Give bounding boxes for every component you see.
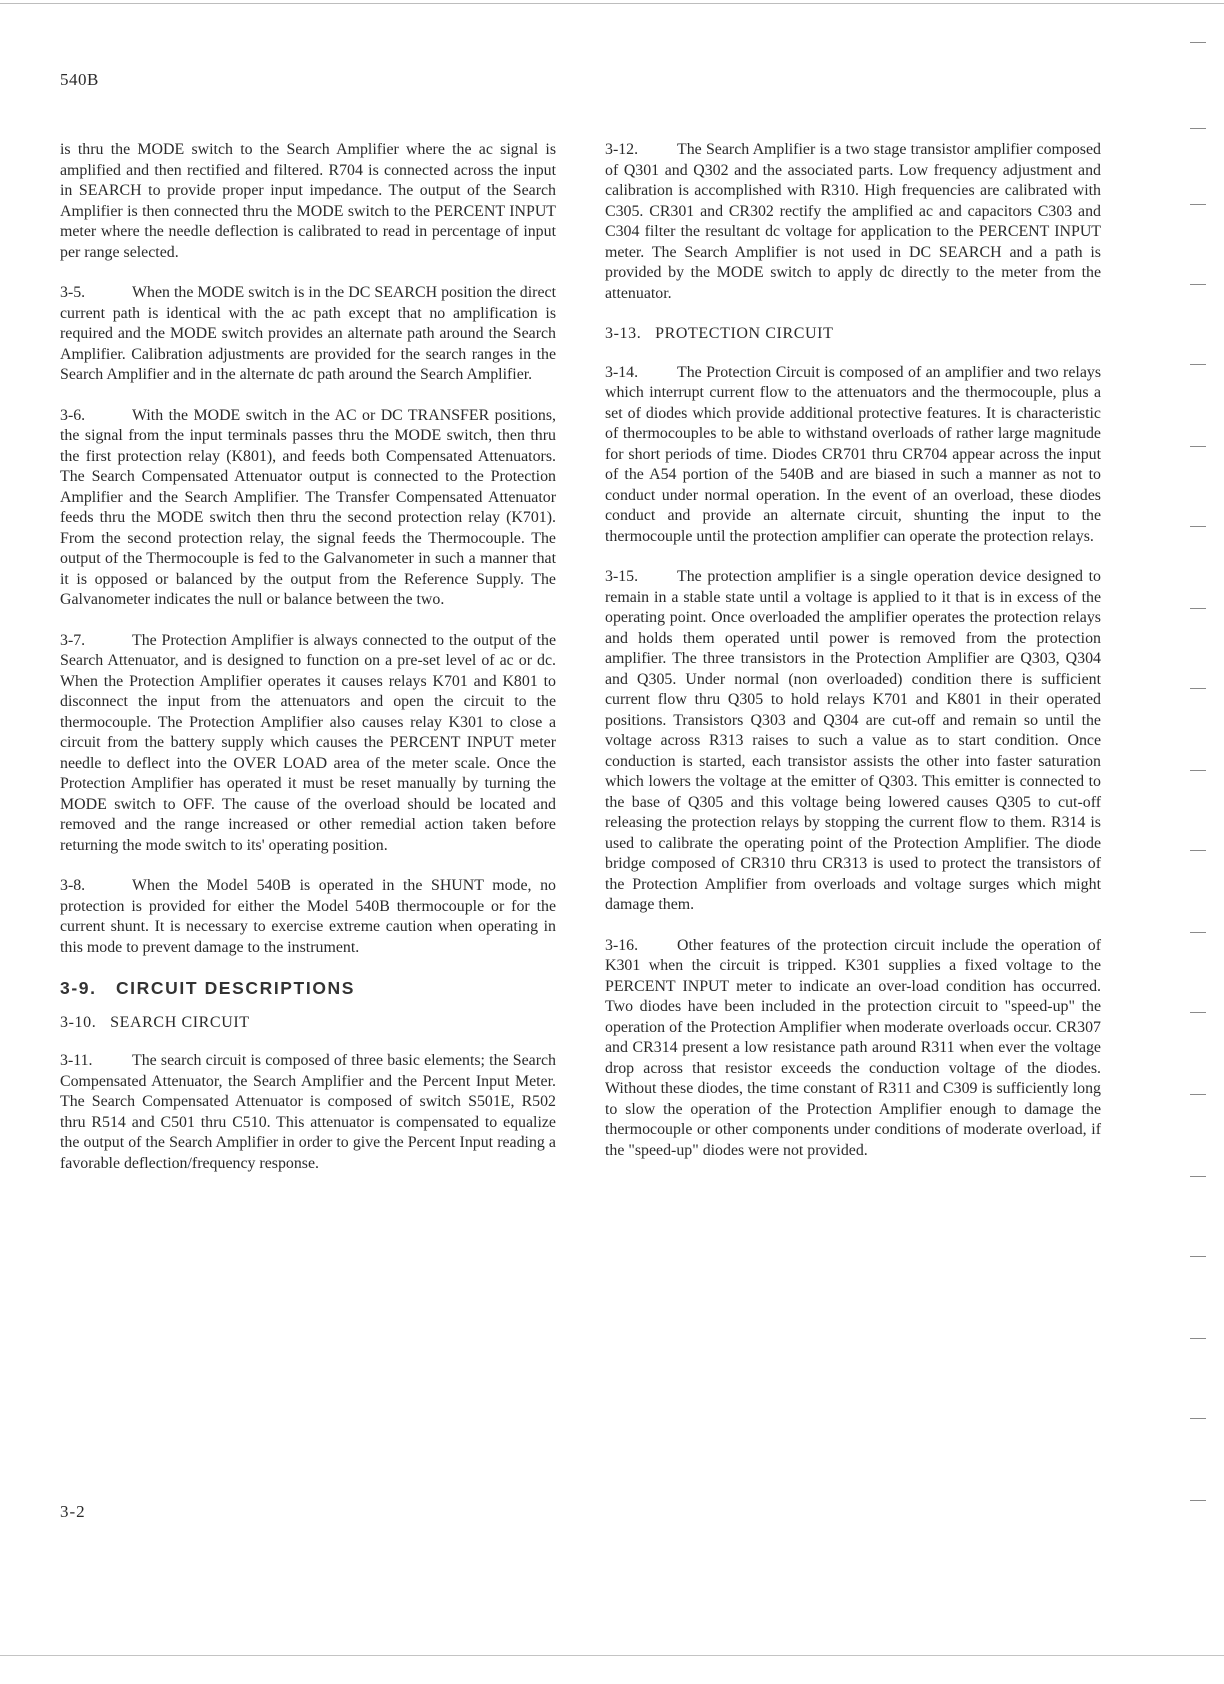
paragraph-number: 3-15. — [605, 568, 639, 585]
paragraph-number: 3-12. — [605, 141, 639, 158]
paragraph-3-8 — [60, 876, 556, 958]
section-heading-circuit-descriptions: 3-9. CIRCUIT DESCRIPTIONS — [60, 978, 356, 998]
margin-tick — [1190, 1256, 1206, 1257]
paragraph-text: The protection amplifier is a single operation device designed to remain in a stable state until a voltage is applied to it that is in excess of the operating point. Once overloaded the amplifier operates the protection relays and holds them operated until power is removed from the protection amplifier. The three transistors in the Protection Amplifier are Q303, Q304 and Q305. Under normal (non overloaded) condition there is sufficient current flow thru Q305 to hold relays K701 and K801 in their operated positions. Transistors Q303 and Q304 are cut-off and remain so until the voltage across R313 raises to such a value as to start condition. Once conduction is started, each transistor assists the other into faster saturation which lowers the voltage at the emitter of Q303. This emitter is connected to the base of Q305 and this voltage being lowered causes Q305 to cut-off releasing the protection relays by stopping the current flow to them. R314 is used to calibrate the operating point of the Protection Amplifier. The diode bridge composed of CR310 thru CR313 is used to protect the transistors of the Protection Amplifier from overloads and voltage surges which might damage them. — [605, 568, 1101, 913]
margin-tick — [1190, 1338, 1206, 1339]
page-number: 3-2 — [60, 1502, 86, 1521]
paragraph-number: 3-7. — [60, 631, 86, 649]
paragraph-text: The Protection Amplifier is always connected to the output of the Search Attenuator, and is designed to function on a pre-set level of ac or dc. When the Protection Amplifier operates it causes relays K701 and K801 to disconnect the input from the attenuators and open the circuit to the thermocouple. The Protection Amplifier also causes relay K301 to close a circuit from the battery supply which causes the PERCENT INPUT meter needle to deflect into the OVER LOAD area of the meter scale. Once the Protection Amplifier has operated it must be reset manually by turning the MODE switch to OFF. The cause of the overload should be located and removed and the range increased or other remedial action taken before returning the mode switch to its' operating position. — [60, 631, 556, 854]
subheading-protection-circuit: 3-13. PROTECTION CIRCUIT — [605, 325, 834, 342]
paragraph-text: Other features of the protection circuit include the operation of K301 when the circuit is tripped. K301 supplies a fixed voltage to the PERCENT INPUT meter to indicate an over-load condition has occurred. Two diodes have been included in the protection circuit to "speed-up" the operation of the Protection Amplifier when moderate overloads occur. CR307 and CR314 present a low resistance path around R311 when ever the voltage drop across that resistor exceeds the conduction voltage of the diodes. Without these diodes, the time constant of R311 and C309 is sufficiently long to slow the operation of the Protection Amplifier enough to damage the thermocouple or other components under conditions of moderate overload, if the "speed-up" diodes were not provided. — [605, 936, 1101, 1159]
paragraph-number: 3-6. — [60, 406, 86, 424]
margin-tick — [1190, 42, 1206, 43]
paragraph-number: 3-14. — [605, 363, 639, 381]
paragraph-3-14 — [605, 363, 1101, 548]
margin-tick — [1190, 446, 1206, 447]
paragraph-text: The search circuit is composed of three basic elements; the Search Compensated Attenuator, the Search Amplifier and the Percent Input Meter. The Search Compensated Attenuator is composed of switch S501E, R502 thru R514 and C501 thru C510. This attenuator is compensated to equalize the output of the Search Amplifier in order to give the Percent Input reading a favorable deflection/frequency response. — [60, 1052, 556, 1172]
margin-tick — [1190, 1012, 1206, 1013]
header-model-code: 540B — [60, 70, 99, 89]
bottom-edge-rule — [0, 1655, 1224, 1656]
paragraph-3-12 — [605, 140, 1101, 304]
paragraph-continued — [60, 140, 556, 263]
paragraph-3-15 — [605, 567, 1101, 916]
margin-tick — [1190, 364, 1206, 365]
paragraph-text: The Protection Circuit is composed of an amplifier and two relays which interrupt current flow to the attenuators and the thermocouple, plus a set of diodes which provide additional protective features. It is characteristic of thermocouples to be able to withstand overloads of rather large magnitude for short periods of time. Diodes CR701 thru CR704 appear across the input of the A54 portion of the 540B and are biased in such a manner as not to conduct under normal operation. In the event of an overload, these diodes conduct and provide an alternate circuit, shunting the input to the thermocouple until the protection amplifier can operate the protection relays. — [605, 363, 1101, 545]
margin-tick — [1190, 1418, 1206, 1419]
paragraph-3-6 — [60, 406, 556, 611]
paragraph-text: With the MODE switch in the AC or DC TRANSFER positions, the signal from the input terminals passes thru the MODE switch, then thru the first protection relay (K801), and feeds both Compensated Attenuators. The Search Compensated Attenuator output is connected to the Protection Amplifier and the Search Amplifier. The Transfer Compensated Attenuator feeds thru the MODE switch then thru the second protection relay (K701). From the second protection relay, the signal feeds the Thermocouple. The output of the Thermocouple is fed to the Galvanometer in such a manner that it is opposed or balanced by the output from the Reference Supply. The Galvanometer indicates the null or balance between the two. — [60, 406, 556, 608]
paragraph-number: 3-8. — [60, 877, 86, 894]
margin-tick — [1190, 1500, 1206, 1501]
margin-tick — [1190, 128, 1206, 129]
margin-tick — [1190, 204, 1206, 205]
margin-tick — [1190, 850, 1206, 851]
right-column — [605, 140, 1101, 1181]
margin-tick — [1190, 688, 1206, 689]
subheading-search-circuit: 3-10. SEARCH CIRCUIT — [60, 1013, 250, 1031]
margin-tick — [1190, 770, 1206, 771]
paragraph-3-11 — [60, 1051, 556, 1174]
paragraph-text: When the Model 540B is operated in the SHUNT mode, no protection is provided for either the Model 540B thermocouple or for the current shunt. It is necessary to exercise extreme caution when operating in this mode to prevent damage to the instrument. — [60, 877, 556, 956]
paragraph-text: is thru the MODE switch to the Search Amplifier where the ac signal is amplified and then rectified and filtered. R704 is connected across the input in SEARCH to provide proper input impedance. The output of the Search Amplifier is then connected thru the MODE switch to the PERCENT INPUT meter where the needle deflection is calibrated to read in percentage of input per range selected. — [60, 141, 556, 261]
paragraph-3-7 — [60, 631, 556, 857]
paragraph-3-5 — [60, 283, 556, 386]
top-edge-rule — [0, 3, 1224, 4]
margin-tick — [1190, 526, 1206, 527]
paragraph-number: 3-5. — [60, 284, 86, 301]
margin-tick — [1190, 608, 1206, 609]
paragraph-number: 3-11. — [60, 1052, 93, 1069]
margin-tick — [1190, 1094, 1206, 1095]
margin-tick — [1190, 284, 1206, 285]
margin-tick — [1190, 1176, 1206, 1177]
paragraph-text: When the MODE switch is in the DC SEARCH position the direct current path is identical with the ac path except that no amplification is required and the MODE switch provides an alternate path around the Search Amplifier. Calibration adjustments are provided for the search ranges in the Search Amplifier and in the alternate dc path around the Search Amplifier. — [60, 284, 556, 383]
left-column — [60, 140, 556, 1194]
paragraph-3-16 — [605, 936, 1101, 1162]
paragraph-number: 3-16. — [605, 936, 639, 954]
paragraph-text: The Search Amplifier is a two stage transistor amplifier composed of Q301 and Q302 and the associated parts. Low frequency adjustment and calibration is accomplished with R310. High frequencies are calibrated with C305. CR301 and CR302 rectify the amplified ac and capacitors C303 and C304 filter the resultant dc voltage for application to the PERCENT INPUT meter. The Search Amplifier is not used in DC SEARCH and a path is provided by the MODE switch to apply dc directly to the meter from the attenuator. — [605, 141, 1101, 302]
margin-tick — [1190, 932, 1206, 933]
